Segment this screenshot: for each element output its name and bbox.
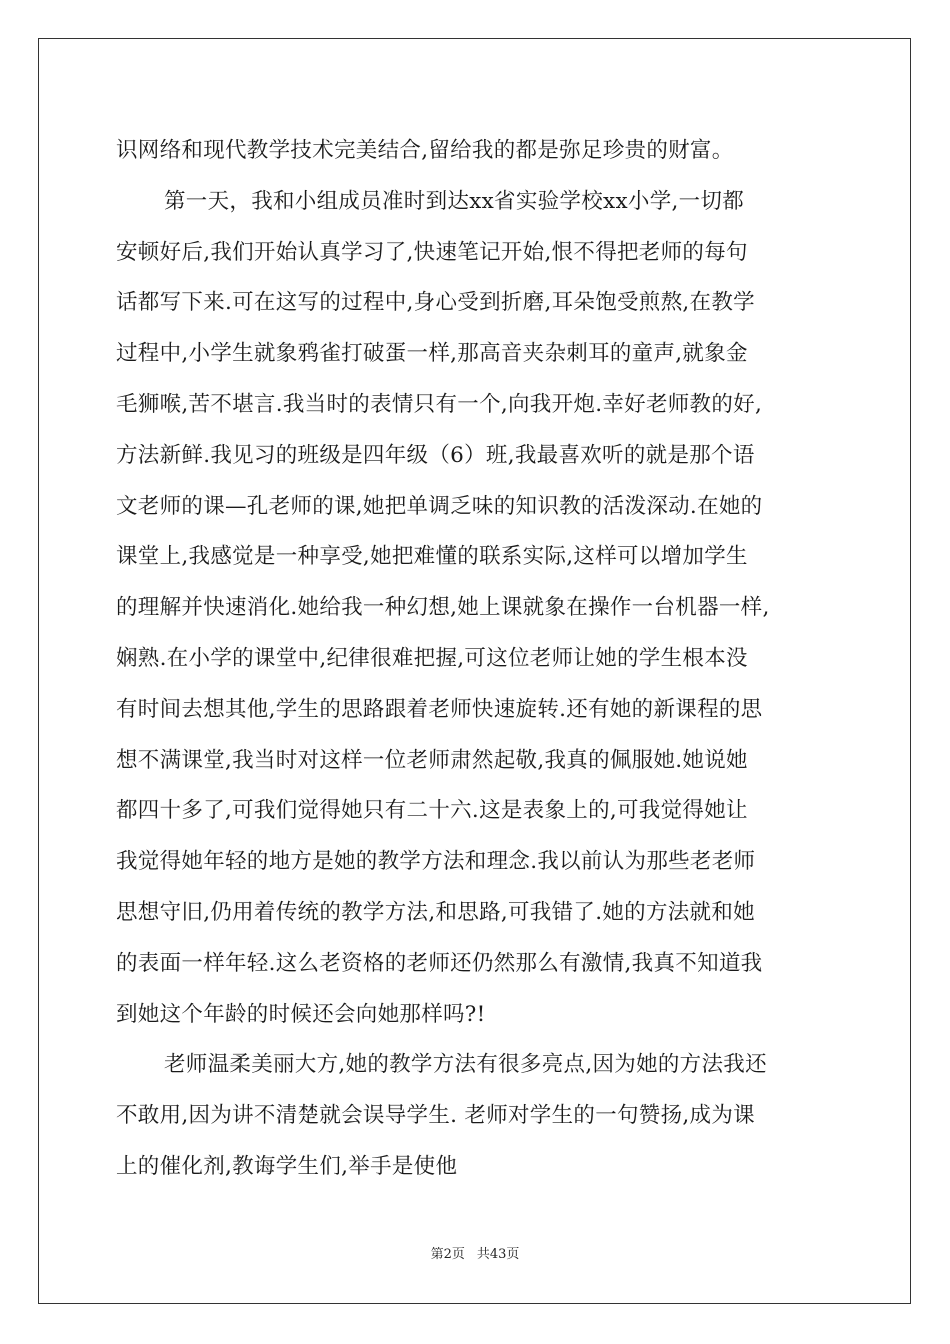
document-body: [116, 126, 836, 1193]
text-line: 方法新鲜.我见习的班级是四年级（6）班,我最喜欢听的就是那个语: [116, 442, 755, 468]
text-line: 毛狮喉,苦不堪言.我当时的表情只有一个,向我开炮.幸好老师教的好,: [116, 391, 763, 417]
text-line: 想不满课堂,我当时对这样一位老师肃然起敬,我真的佩服她.她说她: [116, 747, 748, 773]
text-line: 安顿好后,我们开始认真学习了,快速笔记开始,恨不得把老师的每句: [116, 239, 748, 265]
text-line: 的表面一样年轻.这么老资格的老师还仍然那么有激情,我真不知道我: [116, 950, 763, 976]
text-line: 识网络和现代教学技术完美结合,留给我的都是弥足珍贵的财富。: [116, 138, 734, 163]
text-line: 娴熟.在小学的课堂中,纪律很难把握,可这位老师让她的学生根本没: [116, 645, 748, 671]
text-line: 话都写下来.可在这写的过程中,身心受到折磨,耳朵饱受煎熬,在教学: [116, 290, 755, 316]
text-line: 课堂上,我感觉是一种享受,她把难懂的联系实际,这样可以增加学生: [116, 544, 748, 570]
text-line: 都四十多了,可我们觉得她只有二十六.这是表象上的,可我觉得她让: [116, 798, 748, 824]
page-number: 第2页: [430, 1247, 465, 1262]
text-line: 有时间去想其他,学生的思路跟着老师快速旋转.还有她的新课程的思: [116, 696, 763, 722]
text-line: 我觉得她年轻的地方是她的教学方法和理念.我以前认为那些老老师: [116, 849, 756, 875]
text-line: 文老师的课—孔老师的课,她把单调乏味的知识教的活泼深动.在她的: [116, 493, 763, 519]
text-line: 思想守旧,仍用着传统的教学方法,和思路,可我错了.她的方法就和她: [116, 899, 755, 925]
page-total: 共43页: [476, 1247, 520, 1262]
text-line: 到她这个年龄的时候还会向她那样吗?!: [116, 1001, 486, 1027]
text-line: 过程中,小学生就象鸦雀打破蛋一样,那高音夹杂刺耳的童声,就象金: [116, 341, 748, 367]
text-line: 不敢用,因为讲不清楚就会误导学生. 老师对学生的一句赞扬,成为课: [116, 1103, 755, 1129]
text-line: 上的催化剂,教诲学生们,举手是使他: [116, 1153, 458, 1179]
page-footer: [0, 1246, 950, 1264]
text-line: 第一天，我和小组成员准时到达xx省实验学校xx小学,一切都: [164, 188, 745, 214]
text-line: 老师温柔美丽大方,她的教学方法有很多亮点,因为她的方法我还: [164, 1052, 767, 1078]
text-line: 的理解并快速消化.她给我一种幻想,她上课就象在操作一台机器一样,: [116, 595, 770, 621]
